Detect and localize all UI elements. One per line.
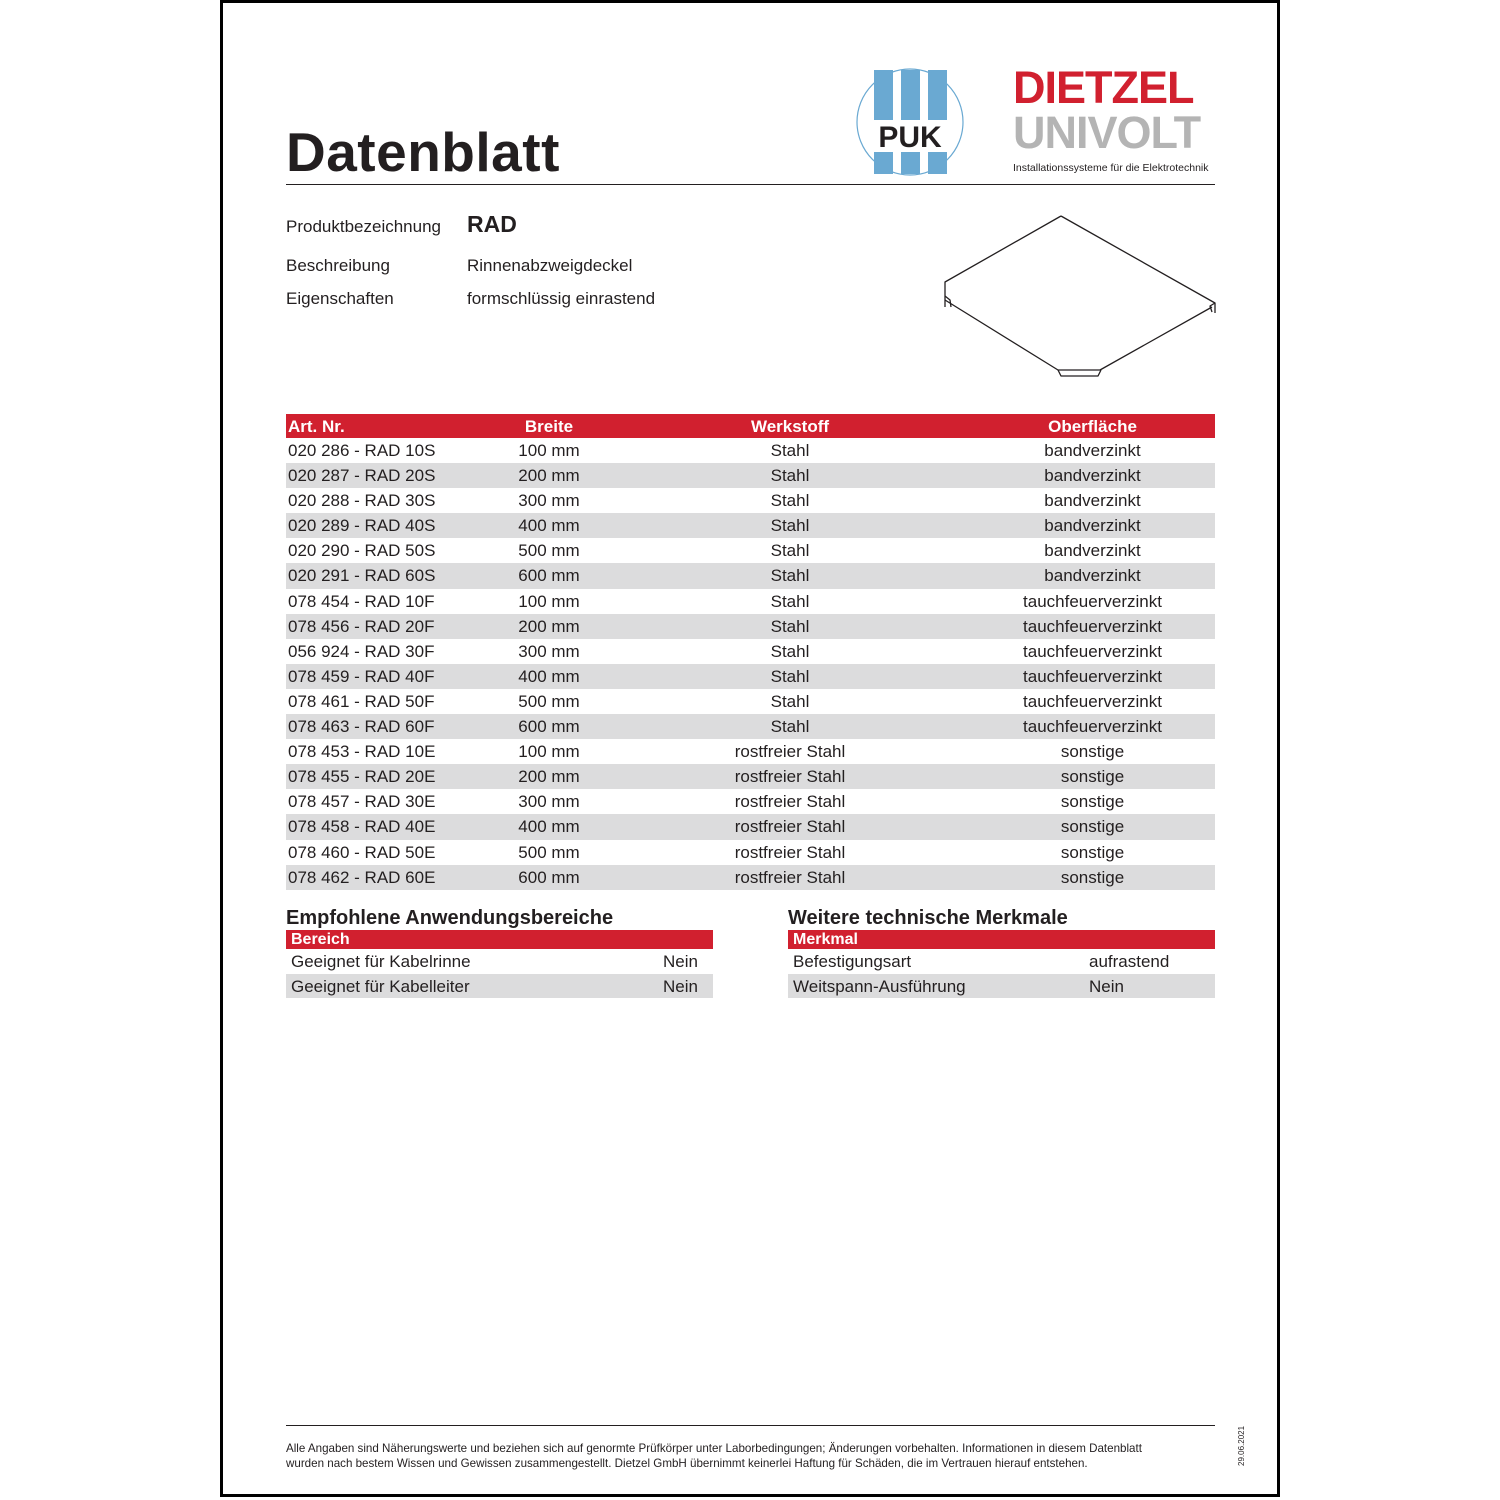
cell-breite: 200 mm <box>518 767 580 787</box>
cell-oberflaeche: sonstige <box>1060 842 1125 862</box>
cell-werkstoff: Stahl <box>770 666 810 686</box>
cell-werkstoff: rostfreier Stahl <box>734 767 846 787</box>
table-row <box>286 689 1215 714</box>
footer-disclaimer <box>286 1441 1221 1471</box>
cell-werkstoff: rostfreier Stahl <box>734 867 846 887</box>
features-section <box>788 906 1215 998</box>
usage-title: Empfohlene Anwendungsbereiche <box>286 907 614 929</box>
header-breite: Breite <box>524 417 574 436</box>
cell-art-nr: 078 459 - RAD 40F <box>288 666 435 686</box>
cell-breite: 200 mm <box>518 466 580 486</box>
cell-oberflaeche: bandverzinkt <box>1044 566 1141 586</box>
table-row <box>286 463 1215 488</box>
cell-art-nr: 020 288 - RAD 30S <box>288 491 436 511</box>
puk-logo-text: PUK <box>878 121 942 154</box>
table-row <box>286 714 1215 739</box>
table-row <box>286 664 1215 689</box>
table-row <box>286 639 1215 664</box>
date-stamp: 29.06.2021 <box>1237 1425 1246 1466</box>
cell-werkstoff: Stahl <box>770 717 810 737</box>
cell-breite: 600 mm <box>518 867 580 887</box>
cell-oberflaeche: tauchfeuerverzinkt <box>1023 616 1162 636</box>
product-desc-value: Rinnenabzweigdeckel <box>467 256 633 275</box>
cell-breite: 200 mm <box>518 616 580 636</box>
cell-art-nr: 078 456 - RAD 20F <box>288 616 435 636</box>
table-row <box>286 563 1215 588</box>
cell-oberflaeche: bandverzinkt <box>1044 466 1141 486</box>
cell-breite: 500 mm <box>518 691 580 711</box>
cell-breite: 400 mm <box>518 516 580 536</box>
cell-art-nr: 020 286 - RAD 10S <box>288 441 436 460</box>
cell-werkstoff: Stahl <box>770 541 810 561</box>
table-row <box>286 488 1215 513</box>
cell-werkstoff: rostfreier Stahl <box>734 817 846 837</box>
cell-art-nr: 020 290 - RAD 50S <box>288 541 436 561</box>
cell-breite: 600 mm <box>518 717 580 737</box>
header-art-nr: Art. Nr. <box>288 417 345 436</box>
table-row <box>286 513 1215 538</box>
features-row <box>788 974 1215 999</box>
product-props-label: Eigenschaften <box>286 289 394 308</box>
features-value: Nein <box>1089 976 1124 996</box>
cell-werkstoff: Stahl <box>770 591 810 611</box>
cell-breite: 100 mm <box>518 591 580 611</box>
table-row <box>286 589 1215 614</box>
usage-section <box>286 906 713 998</box>
cell-oberflaeche: sonstige <box>1060 742 1125 762</box>
cell-oberflaeche: sonstige <box>1060 817 1125 837</box>
cell-art-nr: 078 457 - RAD 30E <box>288 792 436 812</box>
cell-oberflaeche: tauchfeuerverzinkt <box>1023 666 1162 686</box>
cell-breite: 400 mm <box>518 817 580 837</box>
cell-oberflaeche: bandverzinkt <box>1044 516 1141 536</box>
table-row <box>286 814 1215 839</box>
cell-oberflaeche: tauchfeuerverzinkt <box>1023 591 1162 611</box>
footer-divider <box>286 1425 1215 1426</box>
table-row <box>286 789 1215 814</box>
cell-oberflaeche: tauchfeuerverzinkt <box>1023 691 1162 711</box>
table-row <box>286 438 1215 463</box>
cell-oberflaeche: bandverzinkt <box>1044 441 1141 460</box>
cell-breite: 300 mm <box>518 792 580 812</box>
header-oberflaeche: Oberfläche <box>1048 417 1137 436</box>
cell-oberflaeche: tauchfeuerverzinkt <box>1023 717 1162 737</box>
table-row <box>286 538 1215 563</box>
cell-breite: 100 mm <box>518 441 580 460</box>
product-name-value: RAD <box>467 211 517 237</box>
cell-oberflaeche: bandverzinkt <box>1044 541 1141 561</box>
brand-logo <box>1013 62 1218 174</box>
features-label: Weitspann-Ausführung <box>793 976 966 996</box>
cell-oberflaeche: sonstige <box>1060 792 1125 812</box>
brand-tagline: Installationssysteme für die Elektrotechnik <box>1013 162 1209 174</box>
product-props-value: formschlüssig einrastend <box>467 289 656 308</box>
usage-row <box>286 949 713 974</box>
usage-value: Nein <box>663 952 698 971</box>
cell-werkstoff: rostfreier Stahl <box>734 842 846 862</box>
cell-art-nr: 020 291 - RAD 60S <box>288 566 436 586</box>
cell-werkstoff: rostfreier Stahl <box>734 742 846 762</box>
cell-art-nr: 078 462 - RAD 60E <box>288 867 436 887</box>
usage-value: Nein <box>663 976 698 996</box>
cell-werkstoff: rostfreier Stahl <box>734 792 846 812</box>
article-table-body <box>286 438 1215 890</box>
cell-oberflaeche: bandverzinkt <box>1044 491 1141 511</box>
cell-werkstoff: Stahl <box>770 641 810 661</box>
cell-oberflaeche: tauchfeuerverzinkt <box>1023 641 1162 661</box>
cell-oberflaeche: sonstige <box>1060 767 1125 787</box>
cell-oberflaeche: sonstige <box>1060 867 1125 887</box>
cell-art-nr: 078 454 - RAD 10F <box>288 591 435 611</box>
features-value: aufrastend <box>1089 952 1170 971</box>
cell-breite: 100 mm <box>518 742 580 762</box>
usage-label: Geeignet für Kabelrinne <box>291 952 471 971</box>
product-name-label: Produktbezeichnung <box>286 217 442 236</box>
cell-werkstoff: Stahl <box>770 566 810 586</box>
header-werkstoff: Werkstoff <box>750 417 830 436</box>
cell-art-nr: 078 458 - RAD 40E <box>288 817 436 837</box>
features-label: Befestigungsart <box>793 952 912 971</box>
table-row <box>286 764 1215 789</box>
cell-breite: 300 mm <box>518 641 580 661</box>
cell-breite: 500 mm <box>518 842 580 862</box>
cell-art-nr: 078 463 - RAD 60F <box>288 717 435 737</box>
product-desc-label: Beschreibung <box>286 256 390 275</box>
cell-breite: 400 mm <box>518 666 580 686</box>
usage-row <box>286 974 713 999</box>
puk-logo <box>856 68 966 176</box>
usage-header: Bereich <box>286 930 713 949</box>
cell-werkstoff: Stahl <box>770 691 810 711</box>
usage-label: Geeignet für Kabelleiter <box>291 976 470 996</box>
article-table-header <box>286 414 1215 438</box>
cell-art-nr: 078 460 - RAD 50E <box>288 842 436 862</box>
table-row <box>286 840 1215 865</box>
cell-art-nr: 078 455 - RAD 20E <box>288 767 436 787</box>
cell-werkstoff: Stahl <box>770 441 810 460</box>
cell-art-nr: 078 461 - RAD 50F <box>288 691 435 711</box>
brand-dietzel: DIETZEL <box>1013 62 1194 113</box>
cell-breite: 500 mm <box>518 541 580 561</box>
cell-werkstoff: Stahl <box>770 491 810 511</box>
cell-werkstoff: Stahl <box>770 616 810 636</box>
product-drawing <box>940 210 1220 385</box>
features-title: Weitere technische Merkmale <box>788 907 1068 929</box>
footer-line-2: wurden nach bestem Wissen und Gewissen zusammengestellt. Dietzel GmbH übernimmt keinerlei Haftung für Schäden, die im Vertrauen hierauf entstehen. <box>286 1457 1088 1470</box>
cell-werkstoff: Stahl <box>770 466 810 486</box>
table-row <box>286 865 1215 890</box>
features-row <box>788 949 1215 974</box>
page-title: Datenblatt <box>286 121 560 183</box>
article-table <box>286 414 1215 890</box>
cell-breite: 300 mm <box>518 491 580 511</box>
cell-art-nr: 020 289 - RAD 40S <box>288 516 436 536</box>
header-divider <box>286 184 1215 185</box>
footer-line-1: Alle Angaben sind Näherungswerte und beziehen sich auf genormte Prüfkörper unter Laborbedingungen; Änderungen vorbehalten. Informationen in diesem Datenblatt <box>286 1442 1142 1455</box>
brand-univolt: UNIVOLT <box>1013 107 1201 158</box>
cell-art-nr: 020 287 - RAD 20S <box>288 466 436 486</box>
cell-art-nr: 078 453 - RAD 10E <box>288 742 436 762</box>
features-header: Merkmal <box>788 930 1215 949</box>
cell-werkstoff: Stahl <box>770 516 810 536</box>
table-row <box>286 614 1215 639</box>
cell-art-nr: 056 924 - RAD 30F <box>288 641 435 661</box>
cell-breite: 600 mm <box>518 566 580 586</box>
table-row <box>286 739 1215 764</box>
